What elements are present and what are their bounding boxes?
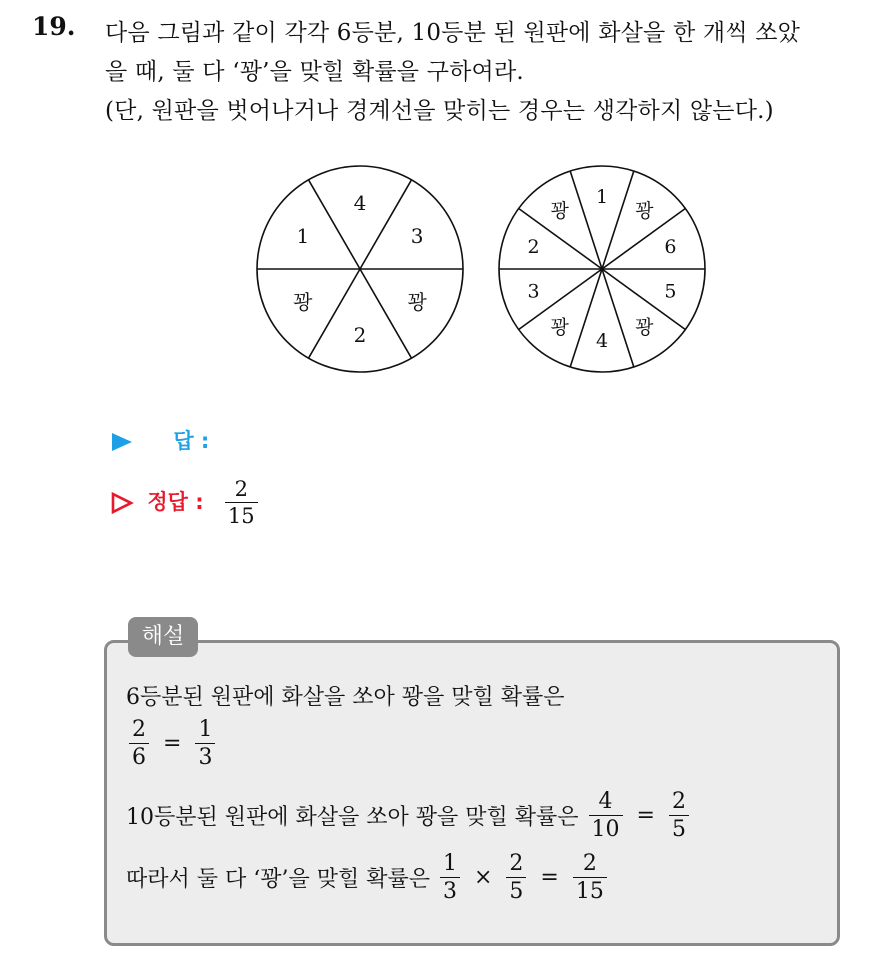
wheel-section-label: 꽝 [635,316,654,339]
equals-sign: = [163,731,182,757]
wheel-section-label: 꽝 [550,199,569,222]
fraction-2-15: $\frac{2}{15}$ [573,852,607,903]
spinner-figures [250,163,720,383]
wheel-section-label: 4 [353,191,367,215]
question-text-line2: 을 때, 둘 다 ‘꽝’을 맞힐 확률을 구하여라. [105,59,524,85]
wheel-6-sections [257,166,463,372]
outline-triangle-icon [110,491,134,515]
wheel-section-label: 3 [410,224,424,248]
solution-line4: 따라서 둘 다 ‘꽝’을 맞힐 확률은 $\frac{1}{3}$ × $\frac{2}{5}$ = $\frac{2}{15}$ [126,852,610,903]
play-triangle-icon [110,431,134,453]
fraction-2-5: $\frac{2}{5}$ [669,790,689,841]
question-text-line1: 다음 그림과 같이 각각 6등분, 10등분 된 원판에 화살을 한 개씩 쏘았 [105,20,801,46]
wheel-divider [360,269,412,358]
question-text-line3: (단, 원판을 벗어나거나 경계선을 맞히는 경우는 생각하지 않는다.) [105,98,774,124]
wheel-section-label: 5 [664,280,677,303]
wheel-section-label: 2 [527,235,540,258]
wheel-section-label: 4 [595,330,609,352]
fraction-4-10: $\frac{4}{10}$ [589,790,623,841]
fraction-1-3: $\frac{1}{3}$ [195,718,215,769]
wheel-divider [570,269,602,367]
question-number: 19. [32,12,76,41]
wheel-section-label: 꽝 [407,290,427,314]
correct-answer-label: 정답 : [147,489,204,514]
solution-tag: 해설 [128,617,198,657]
wheel-section-label: 6 [664,235,677,258]
wheel-section-label: 1 [296,224,310,248]
wheel-section-label: 3 [527,280,540,303]
wheel-section-label: 꽝 [635,199,654,222]
answer-label: 답 : [173,429,210,453]
times-sign: × [473,865,493,891]
solution-line3: 10등분된 원판에 화살을 쏘아 꽝을 맞힐 확률은 $\frac{4}{10}$ = $\frac{2}{5}$ [126,790,692,841]
wheel-section-label: 1 [595,186,609,208]
solution-line2 [126,718,218,769]
wheel-divider [602,269,634,367]
wheel-divider [309,180,361,269]
fraction-1-3-b: $\frac{1}{3}$ [440,852,460,903]
wheel-section-label: 꽝 [550,316,569,339]
answer-row [110,425,209,455]
wheel-section-label: 2 [353,323,367,347]
fraction-2-5-b: $\frac{2}{5}$ [506,852,526,903]
wheel-divider [360,180,412,269]
wheel-divider [309,269,361,358]
solution-line1: 6등분된 원판에 화살을 쏘아 꽝을 맞힐 확률은 [126,685,565,710]
wheel-10-sections [499,166,705,372]
correct-answer-row [110,478,261,527]
wheel-section-label: 꽝 [293,290,313,314]
fraction-2-6: $\frac{2}{6}$ [129,718,149,769]
correct-answer-fraction: $\frac{2}{15}$ [225,478,258,527]
